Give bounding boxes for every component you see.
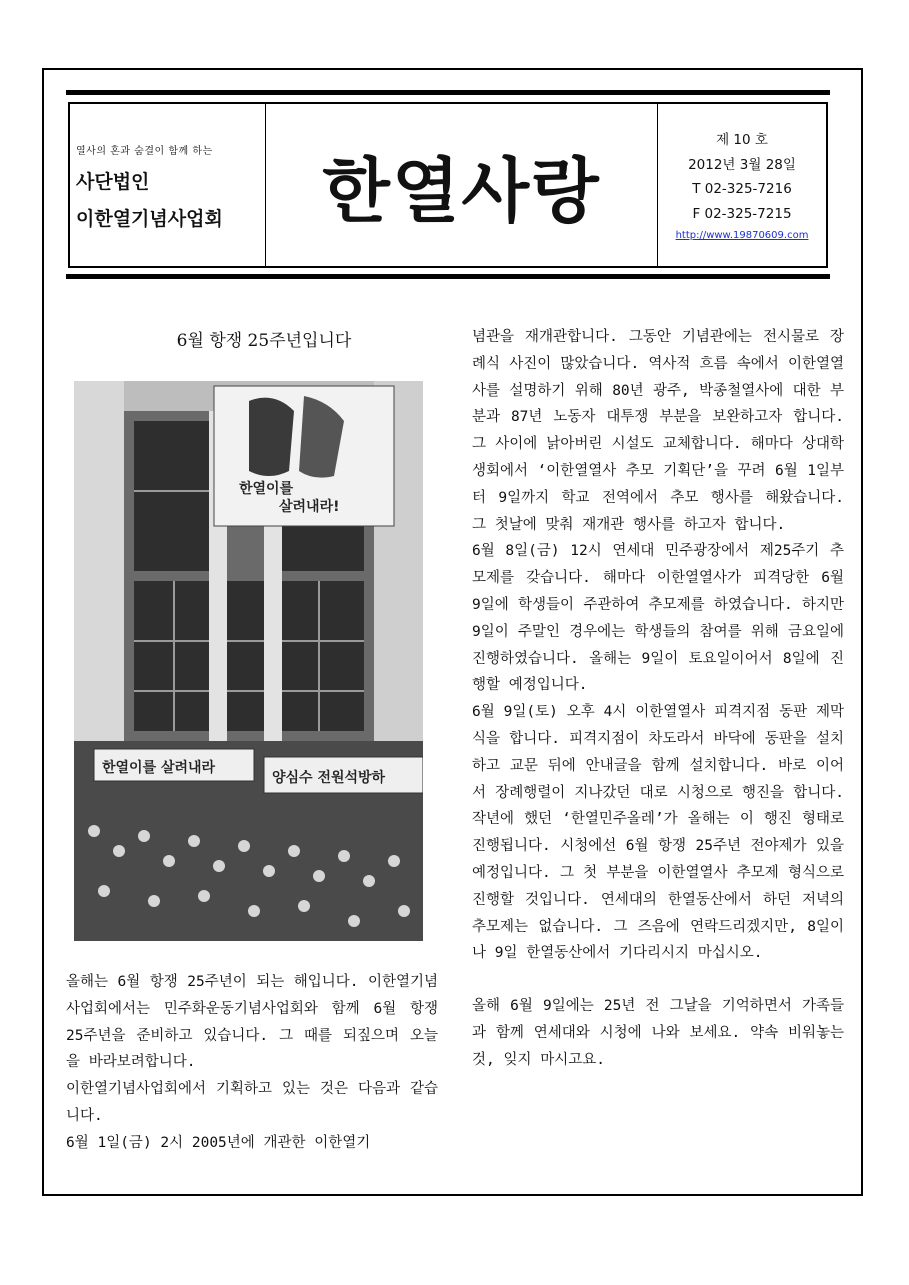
- masthead: [68, 102, 828, 268]
- article-right-column: [472, 324, 844, 1074]
- tagline: 열사의 혼과 숨결이 함께 하는: [76, 146, 213, 157]
- banner-text-2: 살려내라!: [279, 499, 340, 515]
- top-rule: [66, 90, 830, 95]
- paragraph: 올해는 6월 항쟁 25주년이 되는 해입니다. 이한열기념사업회에서는 민주화운동기념사업회와 함께 6월 항쟁 25주년을 준비하고 있습니다. 그 때를 되짚으며 오늘을 바라보려합니다.: [66, 974, 438, 1071]
- article-left-column: [66, 969, 438, 1157]
- paragraph: 6월 9일(토) 오후 4시 이한열열사 피격지점 동판 제막식을 합니다. 피격지점이 차도라서 바닥에 동판을 설치하고 교문 뒤에 안내글을 함께 설치합니다. 바로 이어서 장례행렬이 지나갔던 대로 시청으로 행진을 합니다. 작년에 했던 ‘한열민주올레’가 올해는 이 행진 형태로 진행됩니다. 시청에선 6월 항쟁 25주년 전야제가 있을 예정입니다. 그 첫 부분을 이한열열사 추모제 형식으로 진행할 것입니다. 연세대의 한열동산에서 하던 저녁의 추모제는 없습니다. 그 즈음에 연락드리겠지만, 8일이나 9일 한열동산에서 기다리시지 마십시오.: [472, 704, 844, 962]
- protest-photo: [74, 381, 423, 941]
- bottom-rule: [66, 274, 830, 279]
- banner-text-1: 한열이를: [239, 481, 294, 497]
- org-type: 사단법인: [76, 171, 150, 193]
- fax: F 02-325-7215: [692, 205, 792, 222]
- masthead-info-block: [658, 104, 826, 266]
- placard-left-text: 한열이를 살려내라: [102, 760, 216, 776]
- paragraph: 6월 8일(금) 12시 연세대 민주광장에서 제25주기 추모제를 갖습니다. 해마다 이한열열사가 피격당한 6월 9일에 학생들이 주관하여 추모제를 하였습니다. 하지만 9일이 주말인 경우에는 학생들의 참여를 위해 금요일에 진행하였습니다. 올해는 9일이 토요일이어서 8일에 진행할 예정입니다.: [472, 543, 844, 694]
- issue-date: 2012년 3월 28일: [688, 156, 796, 173]
- paragraph: 이한열기념사업회에서 기획하고 있는 것은 다음과 같습니다.: [66, 1081, 438, 1124]
- telephone: T 02-325-7216: [692, 181, 792, 197]
- org-name: 이한열기념사업회: [76, 208, 223, 230]
- issue-number: 제 10 호: [716, 132, 768, 148]
- website-link[interactable]: http://www.19870609.com: [675, 230, 809, 241]
- paragraph: 념관을 재개관합니다. 그동안 기념관에는 전시물로 장례식 사진이 많았습니다. 역사적 흐름 속에서 이한열열사를 설명하기 위해 80년 광주, 박종철열사에 대한 부분과 87년 노동자 대투쟁 부분을 보완하고자 합니다. 그 사이에 낡아버린 시설도 교체합니다. 해마다 상대학생회에서 ‘이한열열사 추모 기획단’을 꾸려 6월 1일부터 9일까지 학교 전역에서 추모 행사를 해왔습니다. 그 첫날에 맞춰 재개관 행사를 하고자 합니다.: [472, 329, 844, 533]
- paragraph-spacer: [472, 967, 844, 993]
- newsletter-title: 한열사랑: [322, 149, 601, 232]
- paragraph: 올해 6월 9일에는 25년 전 그날을 기억하면서 가족들과 함께 연세대와 시청에 나와 보세요. 약속 비워놓는 것, 잊지 마시고요.: [472, 998, 844, 1068]
- masthead-org-block: [70, 104, 266, 266]
- masthead-title-block: [266, 104, 658, 266]
- placard-right-text: 양심수 전원석방하: [272, 770, 386, 786]
- paragraph: 6월 1일(금) 2시 2005년에 개관한 이한열기: [66, 1134, 371, 1151]
- article-title: 6월 항쟁 25주년입니다: [176, 331, 352, 351]
